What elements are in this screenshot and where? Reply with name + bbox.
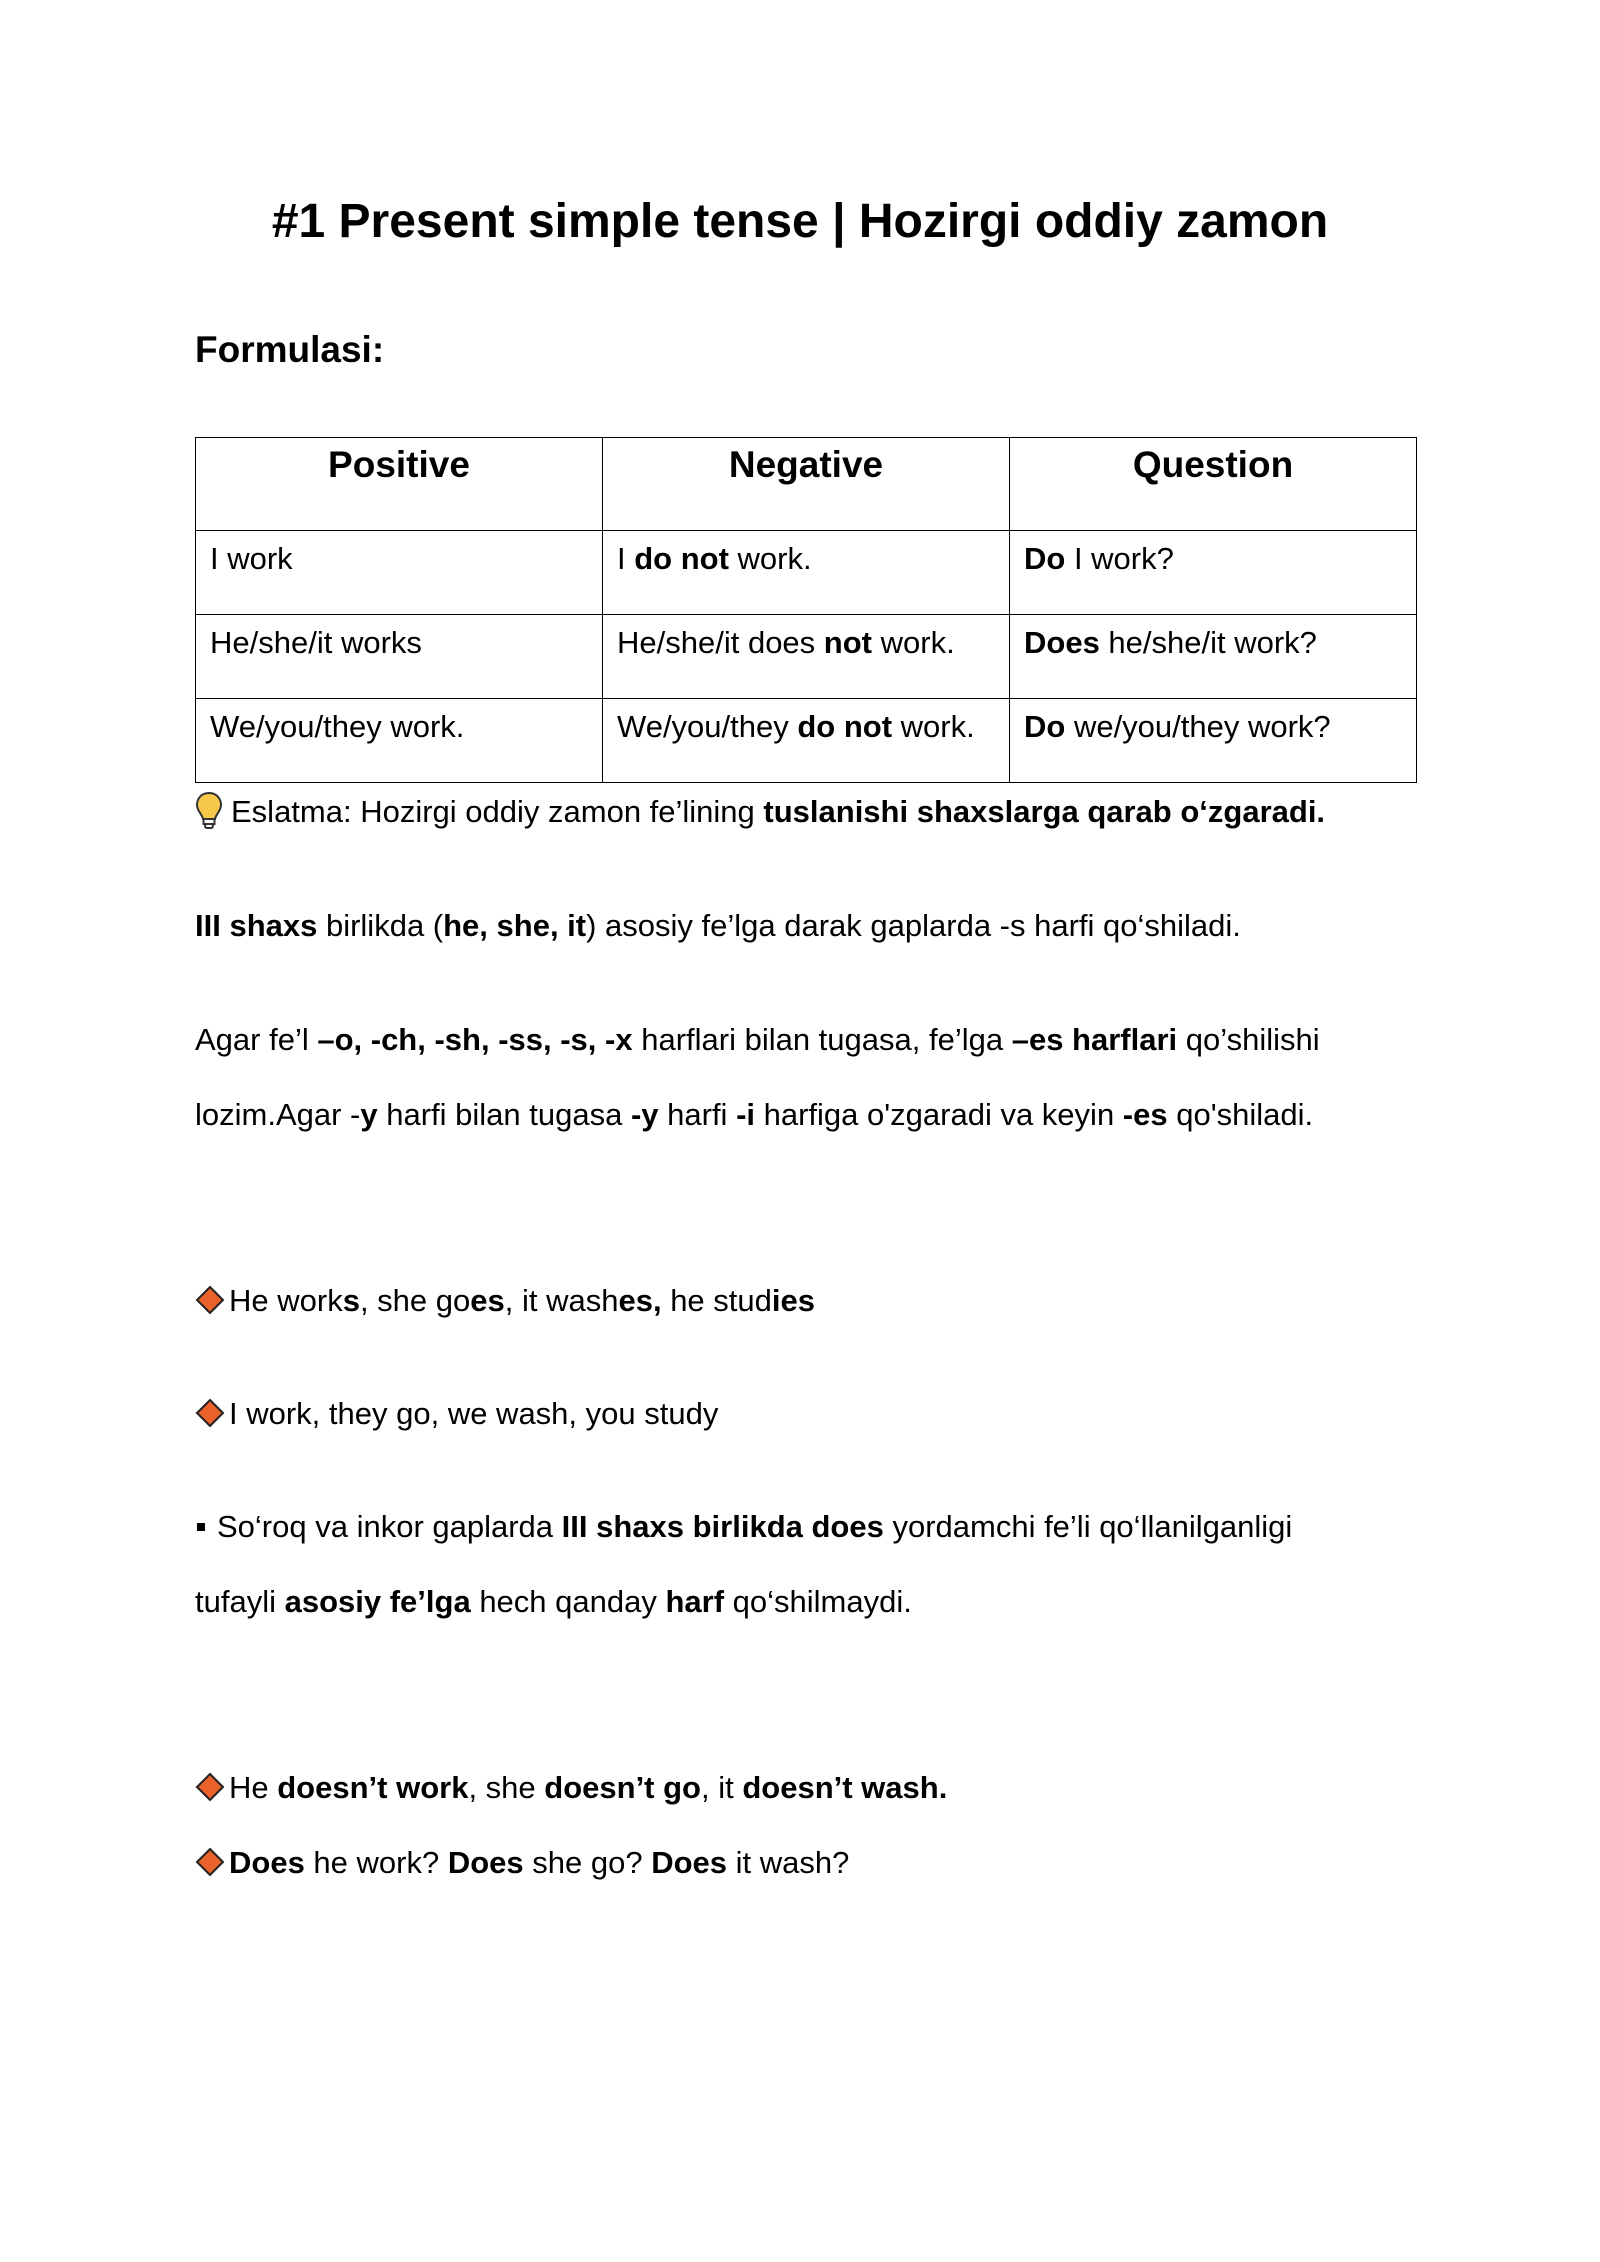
lightbulb-icon: [195, 791, 223, 831]
diamond-bullet-icon: [195, 1772, 225, 1802]
formula-heading: Formulasi:: [195, 329, 385, 370]
cell-negative: We/you/they do not work.: [603, 699, 1010, 783]
example1-line: He works, she goes, it washes, he studies: [195, 1281, 1455, 1321]
formula-table: [195, 437, 1417, 783]
note-bold: tuslanishi shaxslarga qarab o‘zgaradi.: [763, 794, 1326, 829]
example3-line: He doesn’t work, she doesn’t go, it doesn’t wash.: [195, 1768, 1455, 1808]
table-row: [196, 615, 1417, 699]
table-row: [196, 531, 1417, 615]
example4-line: Does he work? Does she go? Does it wash?: [195, 1843, 1455, 1883]
page-title: #1 Present simple tense | Hozirgi oddiy zamon: [271, 195, 1329, 248]
table-header-row: [196, 438, 1417, 531]
square-bullet-icon: [197, 1523, 205, 1531]
cell-question: Do we/you/they work?: [1010, 699, 1417, 783]
rule2-line1: Agar fe’l –o, -ch, -sh, -ss, -s, -x harflari bilan tugasa, fe’lga –es harflari qo’shilishi: [195, 1022, 1320, 1057]
cell-positive: We/you/they work.: [196, 699, 603, 783]
diamond-bullet-icon: [195, 1847, 225, 1877]
cell-negative: He/she/it does not work.: [603, 615, 1010, 699]
rule1-paragraph: III shaxs birlikda (he, she, it) asosiy fe’lga darak gaplarda -s harfi qo‘shiladi.: [195, 908, 1241, 943]
cell-question: Do I work?: [1010, 531, 1417, 615]
diamond-bullet-icon: [195, 1285, 225, 1315]
table-row: [196, 699, 1417, 783]
rule2-line2: lozim.Agar -y harfi bilan tugasa -y harfi -i harfiga o'zgaradi va keyin -es qo'shiladi.: [195, 1097, 1314, 1132]
cell-positive: He/she/it works: [196, 615, 603, 699]
example2-line: I work, they go, we wash, you study: [195, 1394, 1455, 1434]
cell-question: Does he/she/it work?: [1010, 615, 1417, 699]
diamond-bullet-icon: [195, 1398, 225, 1428]
cell-positive: I work: [196, 531, 603, 615]
header-question: Question: [1010, 438, 1417, 531]
note-text: Eslatma: Hozirgi oddiy zamon fe’lining: [231, 794, 764, 829]
header-negative: Negative: [603, 438, 1010, 531]
note-paragraph: [195, 792, 1455, 834]
rule3-line2: tufayli asosiy fe’lga hech qanday harf qo‘shilmaydi.: [195, 1584, 912, 1619]
rule3-line1: So‘roq va inkor gaplarda III shaxs birlikda does yordamchi fe’li qo‘llanilganligi: [195, 1507, 1455, 1547]
header-positive: Positive: [196, 438, 603, 531]
cell-negative: I do not work.: [603, 531, 1010, 615]
